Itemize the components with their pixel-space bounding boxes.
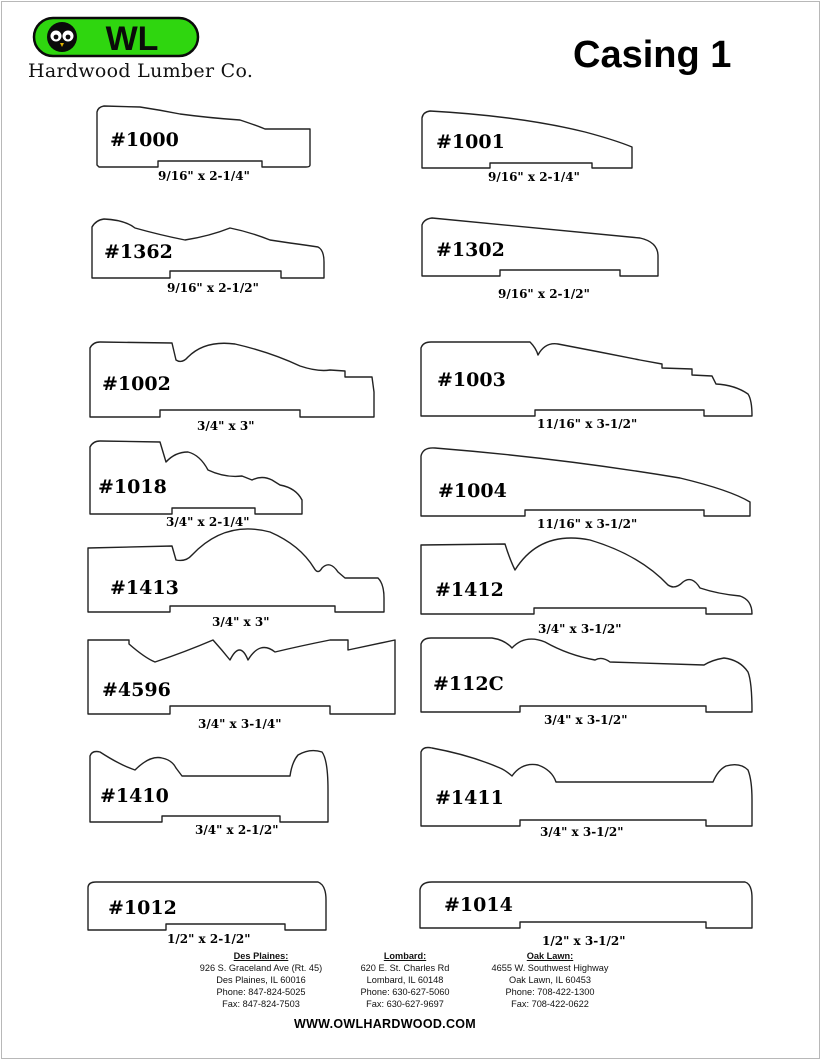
logo-subtitle: Hardwood Lumber Co. — [28, 60, 254, 82]
profile-size: 3/4" x 2-1/4" — [166, 515, 250, 529]
location-fax: Fax: 847-824-7503 — [222, 999, 300, 1009]
profile-card — [92, 219, 324, 295]
profile-size: 9/16" x 2-1/2" — [498, 287, 590, 301]
location-name: Lombard: — [383, 951, 427, 961]
molding-profile-shape — [88, 640, 395, 714]
location-phone: Phone: 847-824-5025 — [216, 987, 306, 997]
profile-size: 1/2" x 3-1/2" — [542, 934, 626, 948]
profile-size: 3/4" x 3-1/4" — [198, 717, 282, 731]
molding-profile-shape — [88, 529, 384, 612]
location-city: Oak Lawn, IL 60453 — [509, 975, 591, 985]
profile-card — [421, 638, 752, 727]
profile-number: #1018 — [98, 476, 167, 498]
molding-profile-shape — [421, 538, 752, 614]
profile-number: #1012 — [108, 897, 177, 919]
profile-card — [422, 111, 632, 184]
profile-size: 9/16" x 2-1/4" — [158, 169, 250, 183]
profile-card — [88, 882, 326, 946]
location-des-plaines — [196, 950, 326, 1010]
location-lombard — [355, 950, 455, 1010]
location-address: 926 S. Graceland Ave (Rt. 45) — [199, 963, 323, 973]
profile-number: #1000 — [110, 129, 179, 151]
profile-number: #1411 — [435, 787, 504, 809]
profile-number: #1410 — [100, 785, 169, 807]
profile-number: #1413 — [110, 577, 179, 599]
profile-card — [421, 448, 750, 531]
location-address: 620 E. St. Charles Rd — [360, 963, 450, 973]
profile-size: 3/4" x 3" — [212, 615, 270, 629]
profile-card — [90, 751, 328, 837]
profile-number: #1014 — [444, 894, 513, 916]
location-fax: Fax: 630-627-9697 — [366, 999, 444, 1009]
profile-size: 3/4" x 2-1/2" — [195, 823, 279, 837]
profile-size: 11/16" x 3-1/2" — [537, 417, 638, 431]
page-title: Casing 1 — [573, 34, 732, 76]
profile-number: #1002 — [102, 373, 171, 395]
location-oak-lawn — [484, 950, 616, 1010]
website-link[interactable]: WWW.OWLHARDWOOD.COM — [293, 1017, 477, 1031]
location-address: 4655 W. Southwest Highway — [491, 963, 609, 973]
profile-number: #1003 — [437, 369, 506, 391]
store-locations — [0, 950, 823, 1012]
profile-size: 3/4" x 3-1/2" — [544, 713, 628, 727]
profile-card — [90, 342, 374, 433]
profile-number: #1362 — [104, 241, 173, 263]
profile-size: 9/16" x 2-1/2" — [167, 281, 259, 295]
profile-card — [421, 748, 752, 840]
profile-card — [90, 441, 302, 529]
profile-number: #1001 — [436, 131, 505, 153]
profile-number: #112C — [433, 673, 504, 695]
profile-card — [88, 640, 395, 731]
profile-card — [421, 538, 752, 636]
location-phone: Phone: 630-627-5060 — [360, 987, 450, 997]
profile-card — [88, 529, 384, 629]
profile-card — [97, 106, 310, 183]
profile-number: #1412 — [435, 579, 504, 601]
location-name: Des Plaines: — [233, 951, 289, 961]
location-city: Des Plaines, IL 60016 — [216, 975, 306, 985]
profile-card — [421, 342, 752, 431]
profile-size: 3/4" x 3" — [197, 419, 255, 433]
profile-number: #1302 — [436, 239, 505, 261]
profile-size: 11/16" x 3-1/2" — [537, 517, 638, 531]
profile-card — [422, 218, 658, 301]
profile-number: #4596 — [102, 679, 171, 701]
profile-size: 3/4" x 3-1/2" — [538, 622, 622, 636]
profile-size: 1/2" x 2-1/2" — [167, 932, 251, 946]
profile-card — [420, 882, 752, 948]
logo-wordmark: WL — [105, 20, 159, 58]
profile-size: 9/16" x 2-1/4" — [488, 170, 580, 184]
location-phone: Phone: 708-422-1300 — [505, 987, 595, 997]
profile-number: #1004 — [438, 480, 507, 502]
location-fax: Fax: 708-422-0622 — [511, 999, 589, 1009]
location-city: Lombard, IL 60148 — [366, 975, 444, 985]
location-name: Oak Lawn: — [526, 951, 574, 961]
profile-size: 3/4" x 3-1/2" — [540, 825, 624, 839]
